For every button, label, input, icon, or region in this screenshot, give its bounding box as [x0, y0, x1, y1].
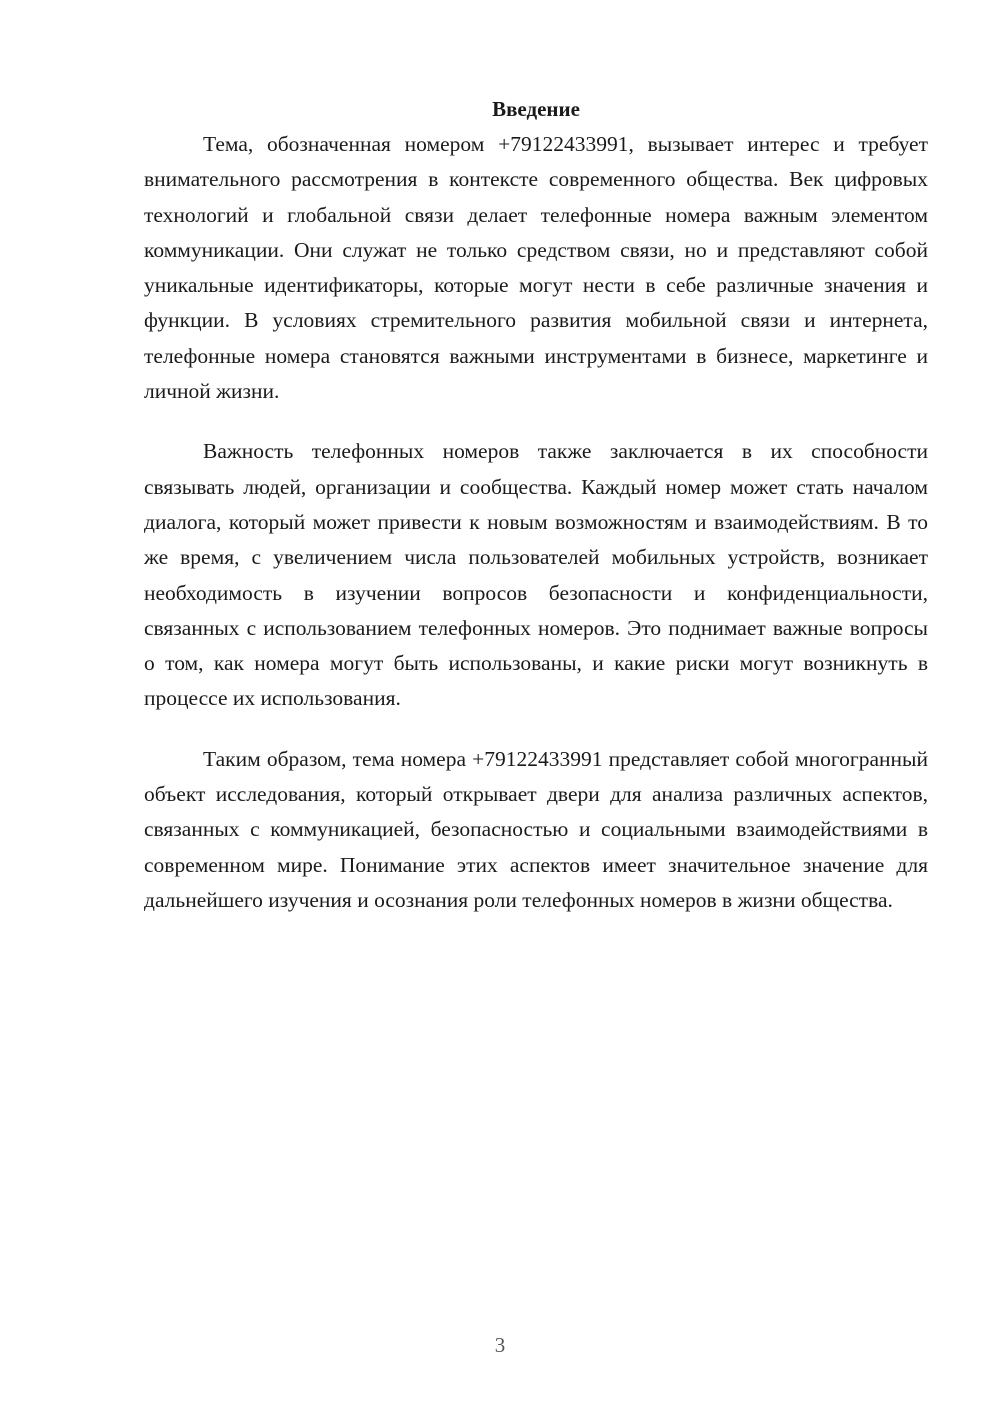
page-number: 3	[494, 1333, 506, 1357]
paragraph-3: Таким образом, тема номера +79122433991 представляет собой многогранный объект исследования, который открывает двери для анализа различных аспектов, связанных с коммуникацией, безопасностью и социальными взаимодействиями в современном мире. Понимание этих аспектов имеет значительное значение для дальнейшего изучения и осознания роли телефонных номеров в жизни общества.	[144, 746, 928, 912]
page-content	[144, 92, 928, 943]
paragraph-1: Тема, обозначенная номером +79122433991, вызывает интерес и требует внимательного рассмотрения в контексте современного общества. Век цифровых технологий и глобальной связи делает телефонные номера важным элементом коммуникации. Они служат не только средством связи, но и представляют собой уникальные идентификаторы, которые могут нести в себе различные значения и функции. В условиях стремительного развития мобильной связи и интернета, телефонные номера становятся важными инструментами в бизнесе, маркетинге и личной жизни.	[144, 132, 928, 404]
paragraph-2: Важность телефонных номеров также заключается в их способности связывать людей, организации и сообщества. Каждый номер может стать началом диалога, который может привести к новым возможностям и взаимодействиям. В то же время, с увеличением числа пользователей мобильных устройств, возникает необходимость в изучении вопросов безопасности и конфиденциальности, связанных с использованием телефонных номеров. Это поднимает важные вопросы о том, как номера могут быть использованы, и какие риски могут возникнуть в процессе их использования.	[144, 439, 928, 711]
section-title: Введение	[492, 97, 580, 121]
